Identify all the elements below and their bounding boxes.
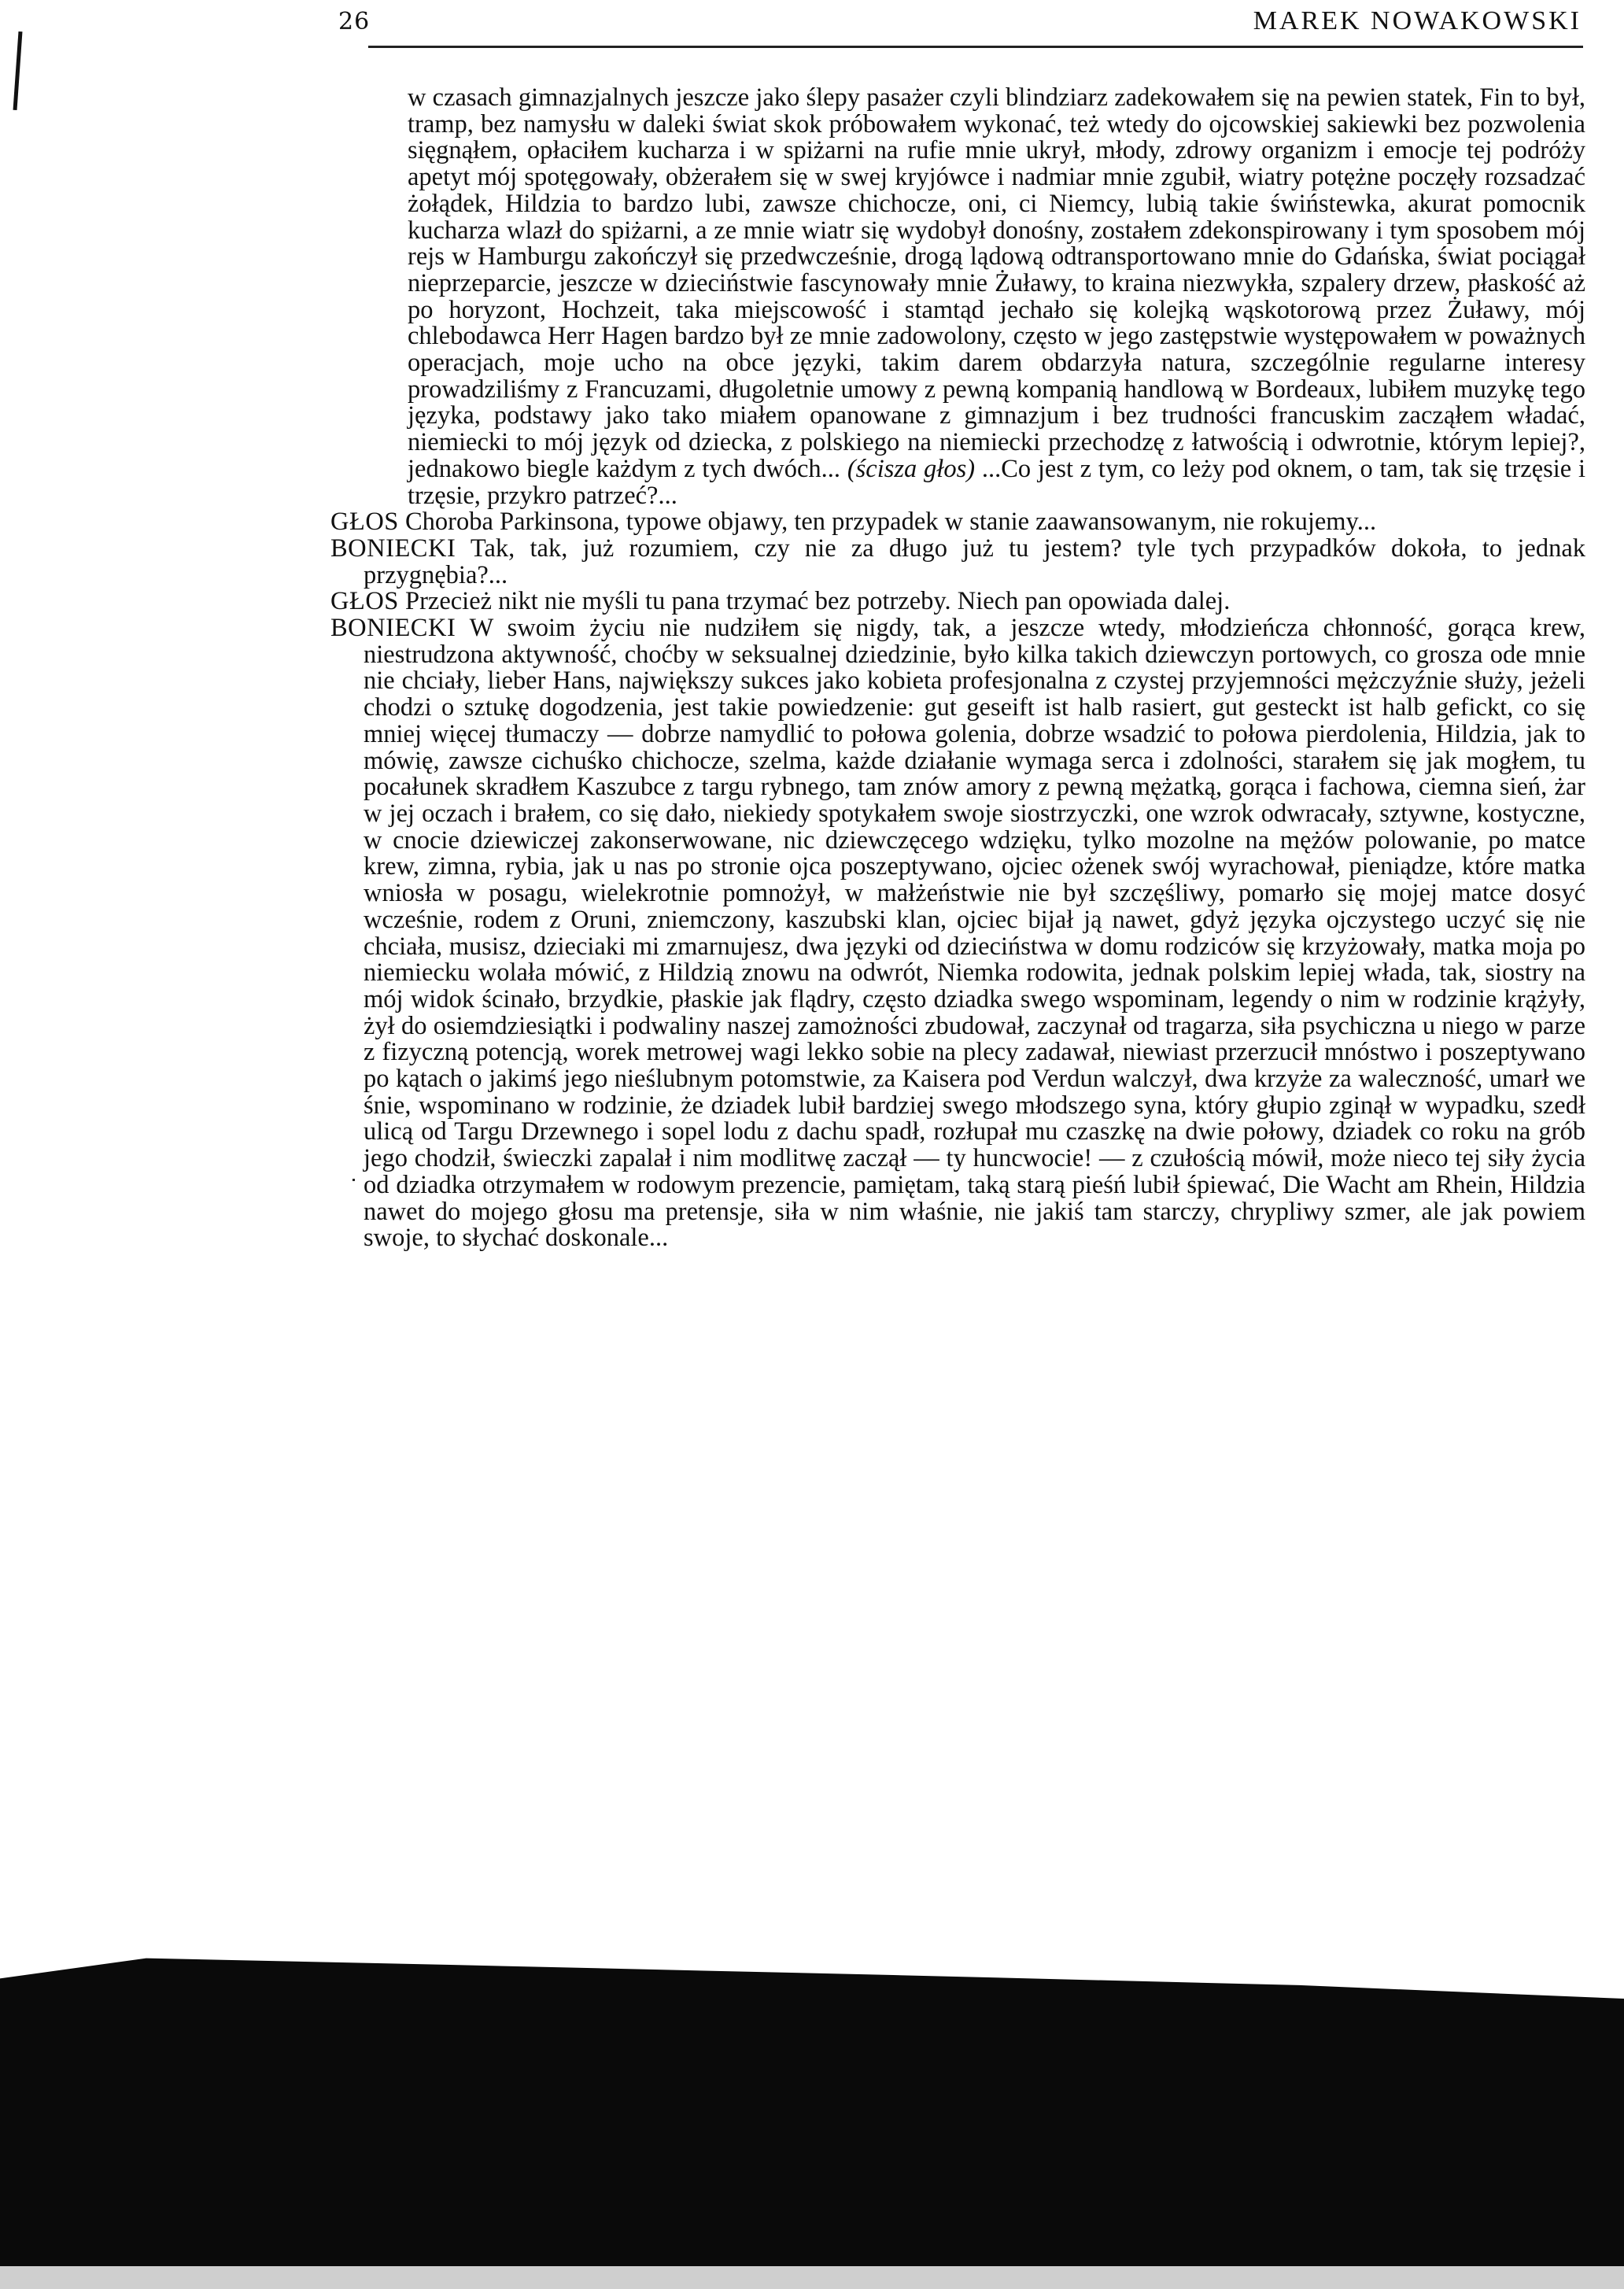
stage-direction: (ścisza głos): [847, 454, 976, 483]
scan-dark-edge: [0, 1951, 1624, 2289]
scan-bottom-strip: [0, 2266, 1624, 2289]
page-header: [338, 3, 1582, 44]
running-head-author: MAREK NOWAKOWSKI: [1253, 6, 1582, 35]
speaker-name: BONIECKI: [330, 614, 456, 643]
speaker-name: BONIECKI: [330, 533, 456, 563]
dialogue-line: [330, 533, 1585, 589]
scan-speck: [352, 1179, 355, 1181]
dialogue-text: W swoim życiu nie nudziłem się nigdy, tak, a jeszcze wtedy, młodzieńcza chłonność, gorąca krew, niestrudzona aktywność, choćby w seksualnej dziedzinie, było kilka takich dziewczyn portowych, co grosza ode mnie nie chciały, lieber Hans, największy sukces jako kobieta profesjonalna z czystej przyjemności mężczyźnie służy, jeżeli chodzi o sztukę dogodzenia, jest takie powiedzenie: gut geseift ist halb rasiert, gut gesteckt ist halb gefickt, co się mniej więcej tłumaczy — dobrze namydlić to połowa golenia, dobrze wsadzić to połowa pierdolenia, Hildzia, jak to mówię, zawsze cichuśko chichocze, szelma, każde działanie wymaga serca i zdolności, starałem się jak mogłem, tu pocałunek skradłem Kaszubce z targu rybnego, tam znów amory z pewną mężatką, gorąca i fachowa, ciemna sień, żar w jej oczach i brałem, co się dało, niekiedy spotykałem swoje siostrzyczki, one wzrok odwracały, sztywne, kostyczne, w cnocie dziewiczej zakonserwowane, nic dziewczęcego wdzięku, tylko mozolne na mężów polowanie, po matce krew, zimna, rybia, jak u nas po stronie ojca poszeptywano, ojciec ożenek swój wyrachował, pieniądze, które matka wniosła w posagu, wielekrotnie pomnożył, w małżeństwie nie był szczęśliwy, pomarło się mojej matce dosyć wcześnie, rodem z Oruni, zniemczony, kaszubski klan, ojciec bijał ją nawet, gdyż języka ojczystego uczyć się nie chciała, musisz, dzieciaki mi zmarnujesz, dwa języki od dzieciństwa w domu rodziców się krzyżowały, matka moja po niemiecku wolała mówić, z Hildzią znowu na odwrót, Niemka rodowita, jednak polskim lepiej włada, tak, siostry na mój widok ścinało, brzydkie, płaskie jak flądry, często dziadka swego wspominam, legendy o nim w rodzinie krążyły, żył do osiemdziesiątki i podwaliny naszej zamożności zbudował, zaczynał od tragarza, siła psychiczna u niego w parze z fizyczną potencją, worek metrowej wagi lekko sobie na plecy zadawał, niewiast przerzucił mnóstwo i poszeptywano po kątach o jakimś jego nieślubnym potomstwie, za Kaisera pod Verdun walczył, dwa krzyże za waleczność, umarł we śnie, wspominano w rodzinie, że dziadek lubił bardziej swego młodszego syna, który głupio zginął w wypadku, szedł ulicą od Targu Drzewnego i sopel lodu z dachu spadł, rozłupał mu czaszkę na dwie połowy, dziadek co roku na grób jego chodził, świeczki zapalał i nim modlitwę zaczął — ty huncwocie! — z czułością mówił, może nieco tej siły życia od dziadka otrzymałem w rodowym prezencie, pamiętam, taką starą pieśń lubił śpiewać, Die Wacht am Rhein, Hildzia nawet do mojego głosu ma pretensje, siła w nim właśnie, nie jakiś tam starczy, chrypliwy szmer, ale jak powiem swoje, to słychać doskonale...: [364, 614, 1585, 1253]
paragraph-text-after: ...Co jest z tym, co leży pod oknem, o tam, tak się trzęsie i trzęsie, przykro patrzeć?...: [408, 454, 1586, 510]
speaker-name: GŁOS: [330, 508, 399, 537]
speaker-name: GŁOS: [330, 587, 399, 616]
dialogue-text: Przecież nikt nie myśli tu pana trzymać bez potrzeby. Niech pan opowiada dalej.: [405, 587, 1231, 616]
dialogue-line: [330, 589, 1585, 615]
dialogue-line: [330, 615, 1585, 1252]
dialogue-line: [330, 509, 1585, 536]
paragraph-continuation: [330, 85, 1585, 509]
scan-margin-mark: [13, 31, 23, 110]
dialogue-text: Tak, tak, już rozumiem, czy nie za długo już tu jestem? tyle tych przypadków dokoła, to jednak przygnębia?...: [364, 533, 1585, 589]
dialogue-text: Choroba Parkinsona, typowe objawy, ten przypadek w stanie zaawansowanym, nie rokujemy...: [405, 508, 1377, 537]
paragraph-text: w czasach gimnazjalnych jeszcze jako ślepy pasażer czyli blindziarz zadekowałem się na pewien statek, Fin to był, tramp, bez namysłu w daleki świat skok próbowałem wykonać, też wtedy do ojcowskiej sakiewki bez pozwolenia sięgnąłem, opłaciłem kucharza i w spiżarni na rufie mnie ukrył, młody, zdrowy organizm i emocje tej podróży apetyt mój spotęgowały, obżerałem się w swej kryjówce i nadmiar mnie zgubił, wiatry potężne poczęły rozsadzać żołądek, Hildzia to bardzo lubi, zawsze chichocze, oni, ci Niemcy, lubią takie świństewka, akurat pomocnik kucharza wlazł do spiżarni, a ze mnie wiatr się wydobył donośny, zostałem zdekonspirowany i tym sposobem mój rejs w Hamburgu zakończył się przedwcześnie, drogą lądową odtransportowano mnie do Gdańska, świat pociągał nieprzeparcie, jeszcze w dzieciństwie fascynowały mnie Żuławy, to kraina niezwykła, szpalery drzew, płaskość aż po horyzont, Hochzeit, taka miejscowość i stamtąd jechało się kolejką wąskotorową przez Żuławy, mój chlebodawca Herr Hagen bardzo był ze mnie zadowolony, często w jego zastępstwie występowałem w poważnych operacjach, moje ucho na obce języki, takim darem obdarzyła natura, szczególnie regularne interesy prowadziliśmy z Francuzami, długoletnie umowy z pewną kompanią handlową w Bordeaux, lubiłem muzykę tego języka, podstawy jako tako miałem opanowane z gimnazjum i bez trudności francuskim zacząłem władać, niemiecki to mój język od dziecka, z polskiego na niemiecki przechodzę z łatwością i odwrotnie, którym lepiej?, jednakowo biegle każdym z tych dwóch...: [408, 83, 1585, 483]
page-number: 26: [338, 8, 371, 35]
play-text: [330, 85, 1585, 1252]
header-rule: [368, 46, 1583, 48]
